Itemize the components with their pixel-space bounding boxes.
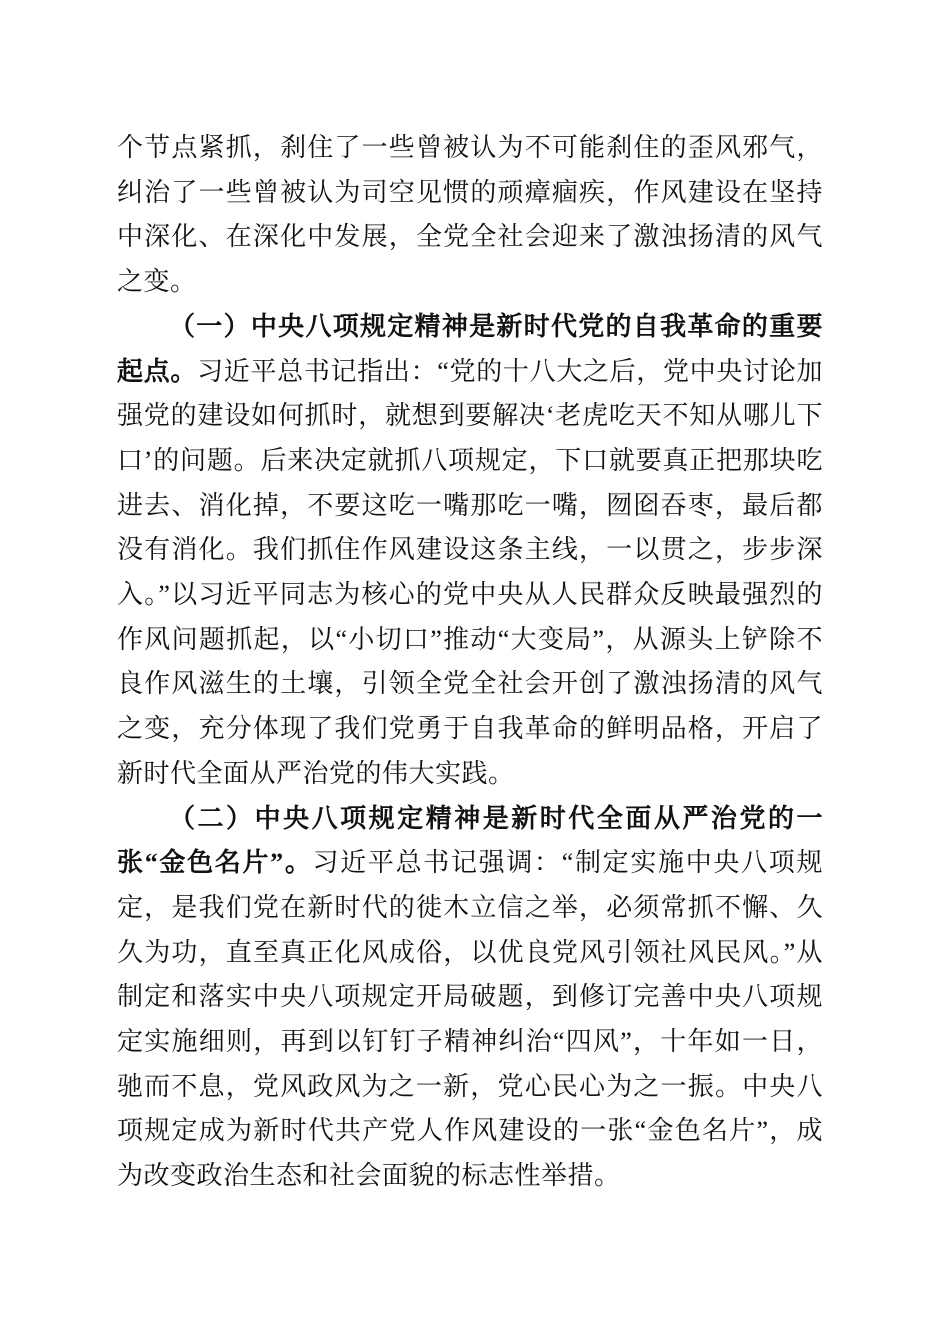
- document-body: [117, 126, 823, 1199]
- paragraph: [117, 797, 823, 1199]
- paragraph: [117, 126, 823, 305]
- section-heading-run: （二）中央八项规定精神是新时代全面从严治党的一张“金色名片”。: [117, 803, 823, 878]
- body-text-run: 习近平总书记指出：“党的十八大之后，党中央讨论加强党的建设如何抓时，就想到要解决‘老虎吃天不知从哪儿下口’的问题。后来决定就抓八项规定，下口就要真正把那块吃进去、消化掉，不要这吃一嘴那吃一嘴，囫囵吞枣，最后都没有消化。我们抓住作风建设这条主线，一以贯之，步步深入。”以习近平同志为核心的党中央从人民群众反映最强烈的作风问题抓起，以“小切口”推动“大变局”，从源头上铲除不良作风滋生的土壤，引领全党全社会开创了激浊扬清的风气之变，充分体现了我们党勇于自我革命的鲜明品格，开启了新时代全面从严治党的伟大实践。: [117, 356, 823, 788]
- section-heading-run: （一）中央八项规定精神是新时代党的自我革命的重要起点。: [117, 311, 823, 386]
- body-text-run: 个节点紧抓，刹住了一些曾被认为不可能刹住的歪风邪气，纠治了一些曾被认为司空见惯的顽瘴痼疾，作风建设在坚持中深化、在深化中发展，全党全社会迎来了激浊扬清的风气之变。: [117, 133, 823, 297]
- body-text-run: 习近平总书记强调：“制定实施中央八项规定，是我们党在新时代的徙木立信之举，必须常抓不懈、久久为功，直至真正化风成俗，以优良党风引领社风民风。”从制定和落实中央八项规定开局破题，到修订完善中央八项规定实施细则，再到以钉钉子精神纠治“四风”，十年如一日，驰而不息，党风政风为之一新，党心民心为之一振。中央八项规定成为新时代共产党人作风建设的一张“金色名片”，成为改变政治生态和社会面貌的标志性举措。: [117, 848, 823, 1191]
- paragraph: [117, 305, 823, 797]
